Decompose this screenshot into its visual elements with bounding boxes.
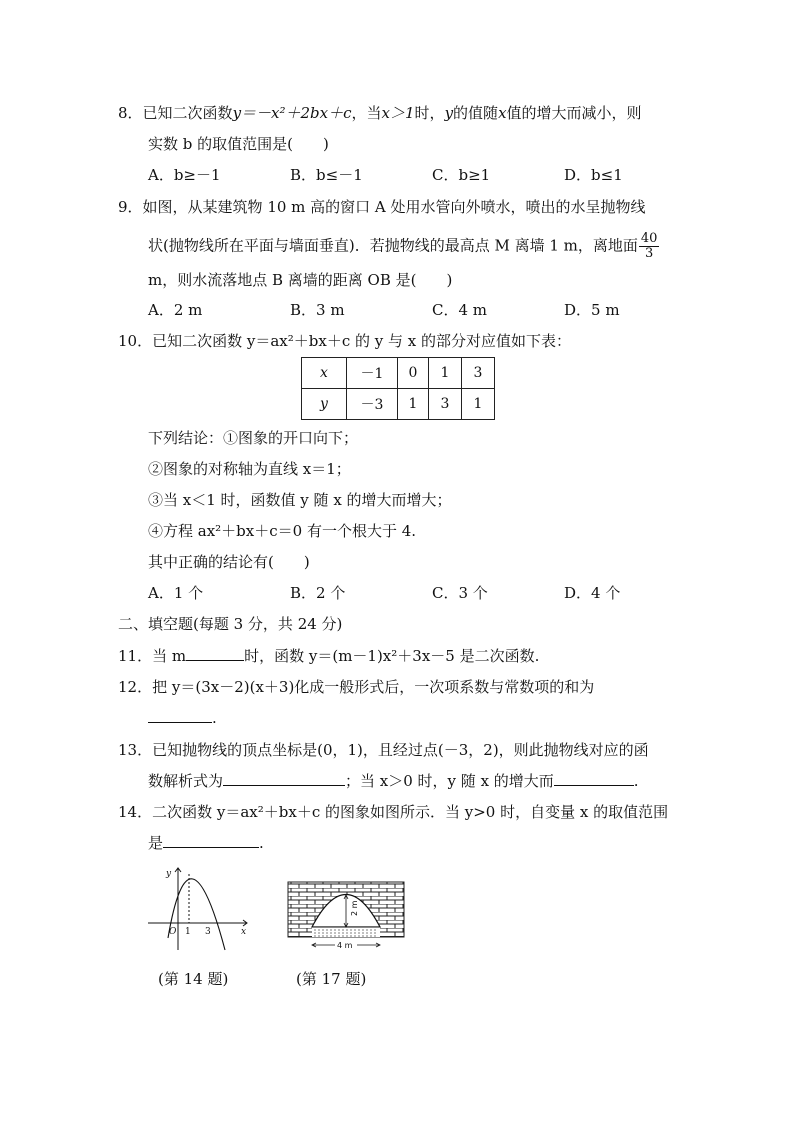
height-label: 2 m [350,900,359,916]
q13-answer-blank-2[interactable] [554,771,634,786]
table-row [302,358,495,389]
q9-option-a[interactable]: A．2 m [148,301,203,319]
q13-line2: 数解析式为 ；当 x＞0 时，y 随 x 的增大而 . [148,772,639,790]
q11-number: 11． [118,647,153,665]
table-cell: 3 [462,358,495,389]
q8-line1: 8．已知二次函数y＝－x²＋2bx＋c，当x＞1时，y的值随x值的增大而减小，则 [118,104,642,122]
figure-14-parabola-graph [143,862,255,954]
figure-14-caption: (第 14 题) [158,970,229,988]
q14-line2: 是 . [148,834,264,852]
table-cell: 1 [398,389,429,420]
q13-answer-blank-1[interactable] [223,771,345,786]
table-cell: 3 [429,389,462,420]
q12-line2: . [148,708,217,728]
q9-number: 9． [118,198,143,216]
q10-value-table [301,357,495,420]
q8-number: 8． [118,104,143,122]
q10-line1: 10．已知二次函数 y＝ax²＋bx＋c 的 y 与 x 的部分对应值如下表： [118,332,571,350]
label-y: y [166,869,172,879]
label-origin: O [169,927,177,937]
table-cell: 0 [398,358,429,389]
table-cell: －3 [347,389,398,420]
q12-line1: 12．把 y＝(3x－2)(x＋3)化成一般形式后，一次项系数与常数项的和为 [118,678,595,696]
table-cell: y [302,389,347,420]
q11-line: 11．当 m 时，函数 y＝(m－1)x²＋3x－5 是二次函数. [118,647,540,665]
q10-option-d[interactable]: D．4 个 [564,584,621,602]
q14-answer-blank[interactable] [163,833,259,848]
q14-line1: 14．二次函数 y＝ax²＋bx＋c 的图象如图所示．当 y>0 时，自变量 x 的取值范围 [118,803,669,821]
q10-conclusion-intro: 下列结论：①图象的开口向下； [148,429,359,447]
q8-option-a[interactable]: A．b≥－1 [148,166,221,184]
label-3: 3 [205,927,211,937]
q13-line1: 13．已知抛物线的顶点坐标是(0，1)，且经过点(－3，2)，则此抛物线对应的函 [118,741,649,759]
q8-line2: 实数 b 的取值范围是( ) [148,135,329,153]
figure-17-caption: (第 17 题) [296,970,367,988]
q14-number: 14． [118,803,153,821]
q9-line3: m，则水流落地点 B 离墙的距离 OB 是( ) [148,271,453,289]
q9-line2: 状(抛物线所在平面与墙面垂直)．若抛物线的最高点 M 离墙 1 m，离地面 $\frac{40}{3}$ [148,231,658,261]
q9-option-d[interactable]: D．5 m [564,301,620,319]
label-1: 1 [185,927,191,937]
q10-conclusion-2: ②图象的对称轴为直线 x＝1； [148,460,351,478]
table-cell: －1 [347,358,398,389]
water-gap [312,927,380,937]
width-label: 4 m [337,941,353,950]
q10-conclusion-3: ③当 x＜1 时，函数值 y 随 x 的增大而增大； [148,491,452,509]
parabola-curve [168,879,225,950]
q10-question: 其中正确的结论有( ) [148,553,310,571]
section-heading: 二、填空题(每题 3 分，共 24 分) [118,615,343,633]
q13-number: 13． [118,741,153,759]
table-row [302,389,495,420]
q10-conclusion-4: ④方程 ax²＋bx＋c＝0 有一个根大于 4. [148,522,417,540]
q10-option-c[interactable]: C．3 个 [432,584,488,602]
q9-option-c[interactable]: C．4 m [432,301,488,319]
q12-number: 12． [118,678,153,696]
q8-option-c[interactable]: C．b≥1 [432,166,491,184]
q10-option-a[interactable]: A．1 个 [148,584,204,602]
q12-answer-blank[interactable] [148,708,212,723]
q10-option-b[interactable]: B．2 个 [290,584,346,602]
q8-option-b[interactable]: B．b≤－1 [290,166,363,184]
label-x: x [241,927,247,937]
table-cell: 1 [429,358,462,389]
q11-answer-blank[interactable] [186,646,244,661]
q9-fraction: $\frac{40}{3}$ [640,231,658,261]
table-cell: x [302,358,347,389]
table-cell: 1 [462,389,495,420]
q9-option-b[interactable]: B．3 m [290,301,345,319]
q9-line1: 9．如图，从某建筑物 10 m 高的窗口 A 处用水管向外喷水，喷出的水呈抛物线 [118,198,646,216]
q8-option-d[interactable]: D．b≤1 [564,166,623,184]
figure-17-arch-bridge [287,880,405,954]
q10-number: 10． [118,332,153,350]
